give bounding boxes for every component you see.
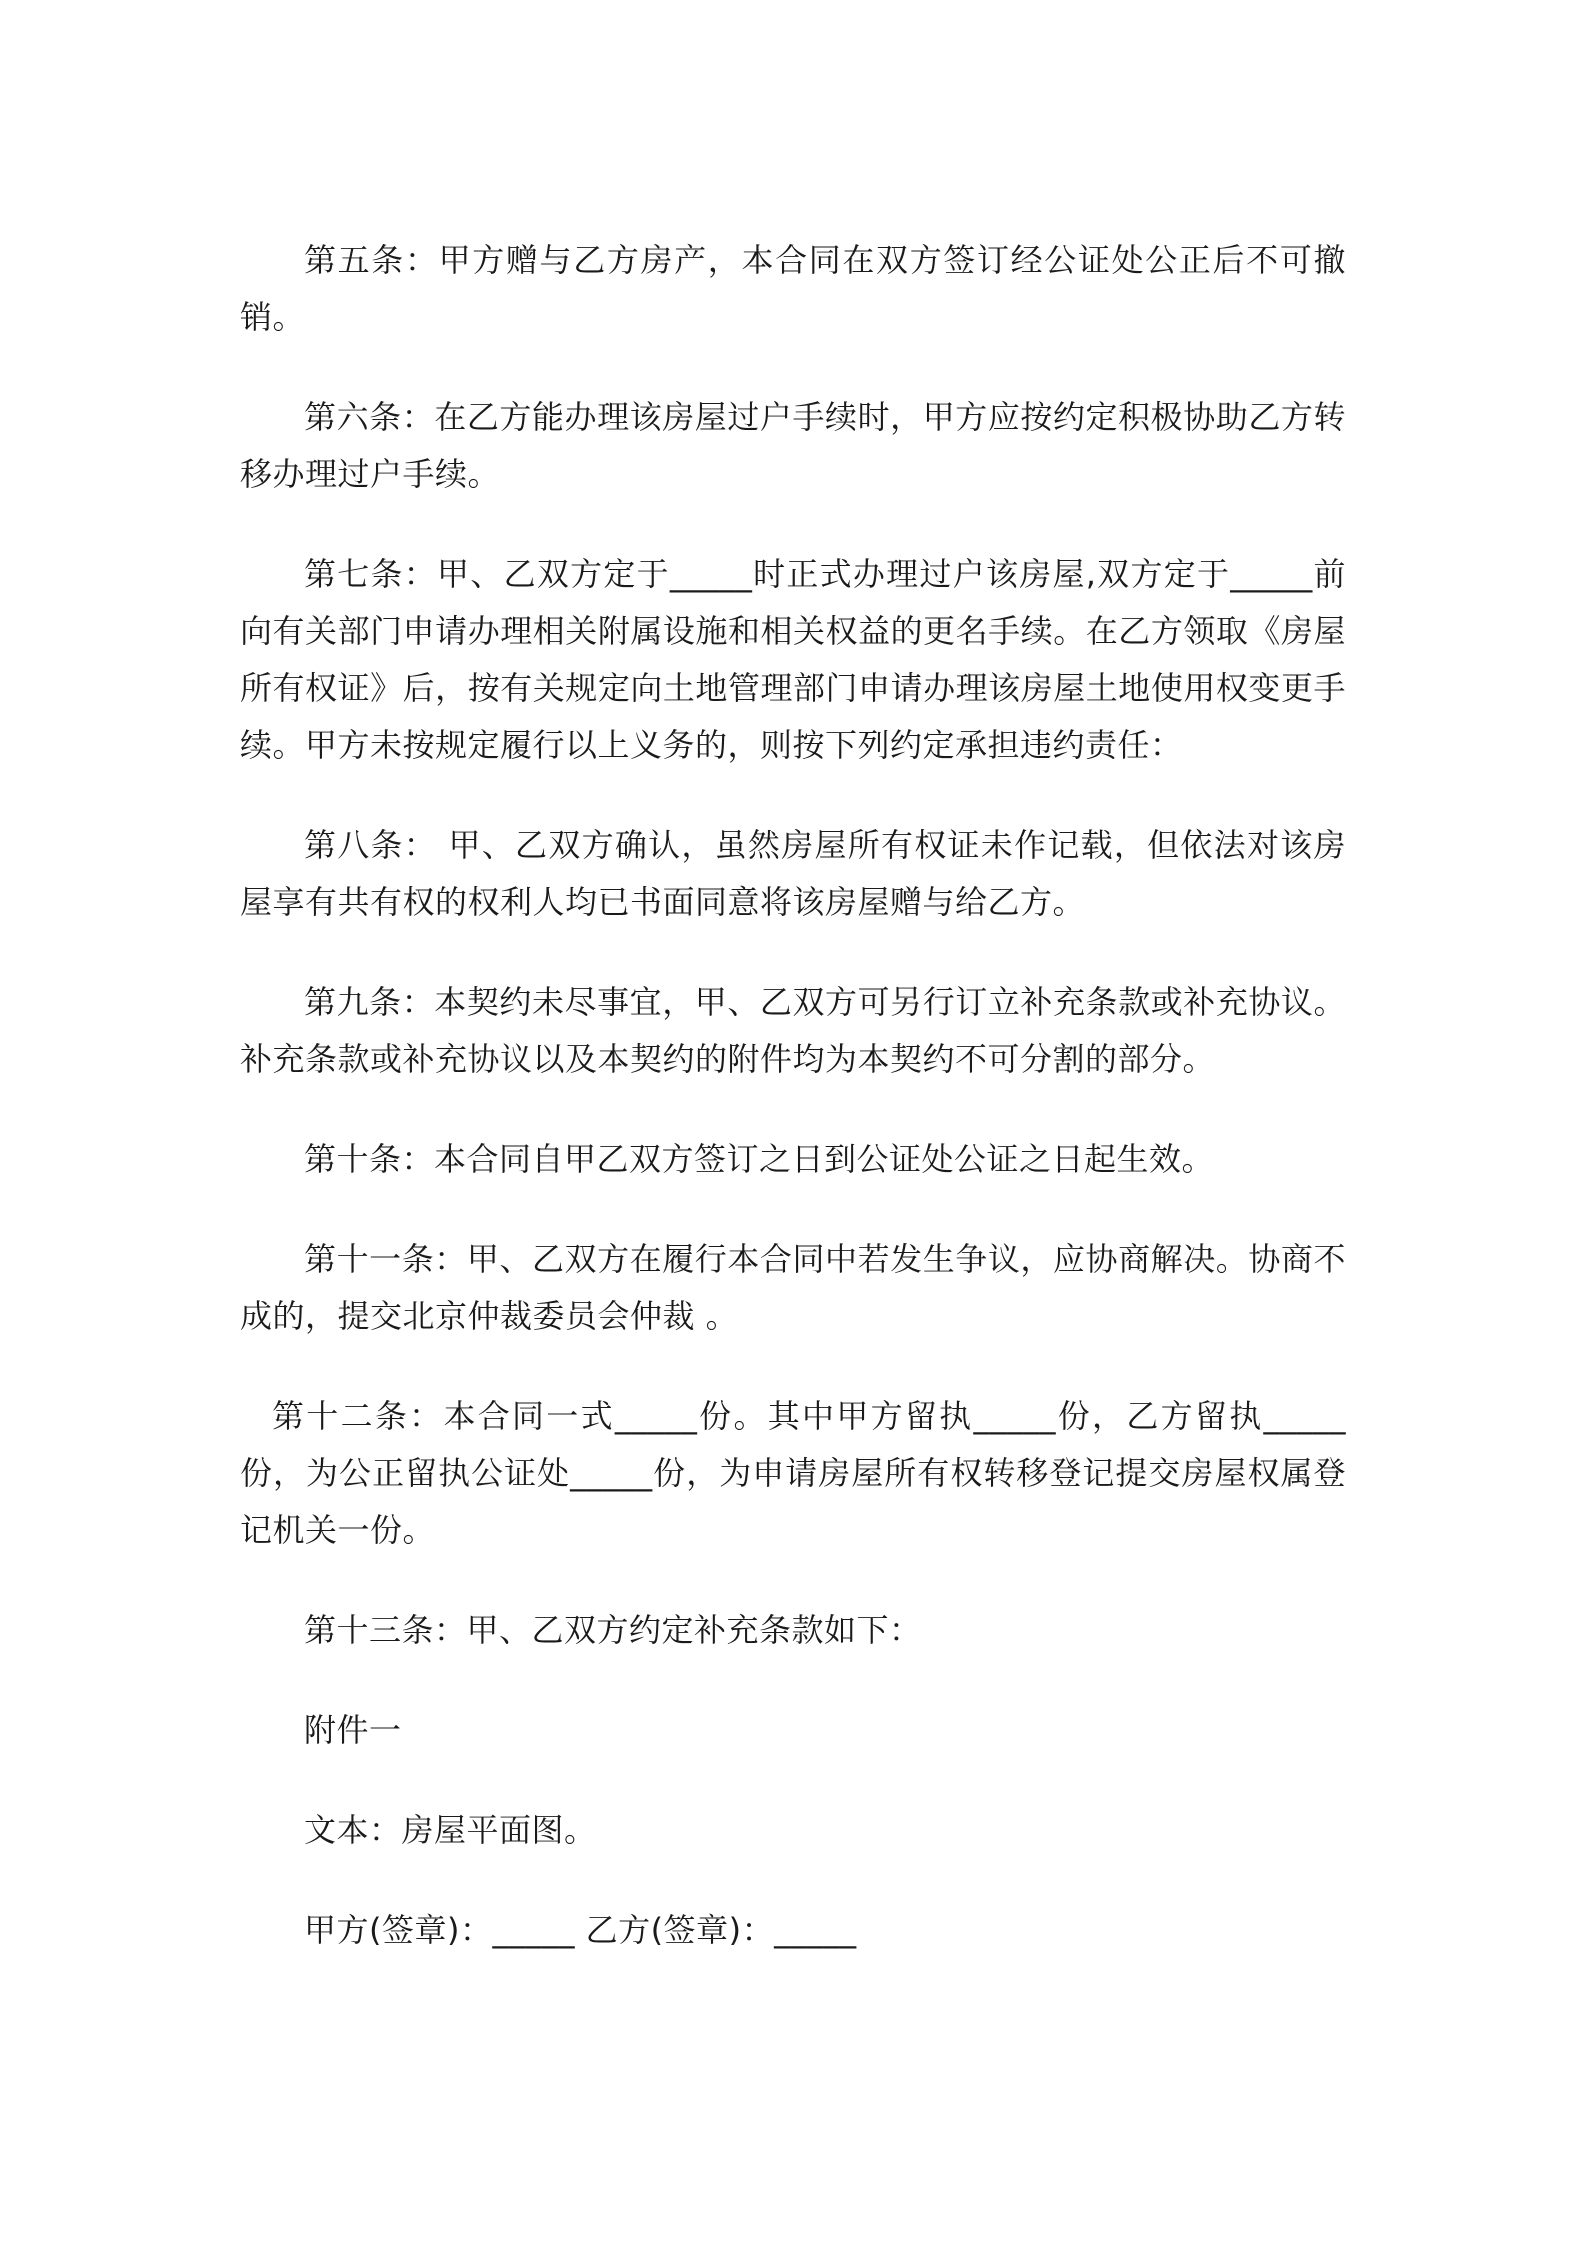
clause-12: 第十二条：本合同一式_____份。其中甲方留执_____份，乙方留执_____份，为公正留执公证处_____份，为申请房屋所有权转移登记提交房屋权属登记机关一份。 xyxy=(240,1397,1346,1549)
clause-11: 第十一条：甲、乙双方在履行本合同中若发生争议，应协商解决。协商不成的，提交北京仲裁委员会仲裁 。 xyxy=(240,1240,1346,1335)
document-body xyxy=(240,232,1346,2002)
clause-6: 第六条：在乙方能办理该房屋过户手续时，甲方应按约定积极协助乙方转移办理过户手续。 xyxy=(240,398,1346,493)
clause-13: 第十三条：甲、乙双方约定补充条款如下： xyxy=(304,1611,922,1649)
attachment-heading: 附件一 xyxy=(304,1711,402,1749)
clause-9: 第九条：本契约未尽事宜，甲、乙双方可另行订立补充条款或补充协议。补充条款或补充协议以及本契约的附件均为本契约不可分割的部分。 xyxy=(240,983,1346,1078)
attachment-text: 文本：房屋平面图。 xyxy=(304,1811,597,1849)
signature-line: 甲方(签章)：_____ 乙方(签章)：_____ xyxy=(304,1911,857,1949)
clause-5: 第五条：甲方赠与乙方房产，本合同在双方签订经公证处公正后不可撤销。 xyxy=(240,241,1346,336)
clause-7: 第七条：甲、乙双方定于_____时正式办理过户该房屋,双方定于_____前向有关部门申请办理相关附属设施和相关权益的更名手续。在乙方领取《房屋所有权证》后，按有关规定向土地管理部门申请办理该房屋土地使用权变更手续。甲方未按规定履行以上义务的，则按下列约定承担违约责任： xyxy=(240,555,1346,764)
clause-10: 第十条：本合同自甲乙双方签订之日到公证处公证之日起生效。 xyxy=(304,1140,1215,1178)
clause-8: 第八条： 甲、乙双方确认，虽然房屋所有权证未作记载，但依法对该房屋享有共有权的权利人均已书面同意将该房屋赠与给乙方。 xyxy=(240,826,1346,921)
